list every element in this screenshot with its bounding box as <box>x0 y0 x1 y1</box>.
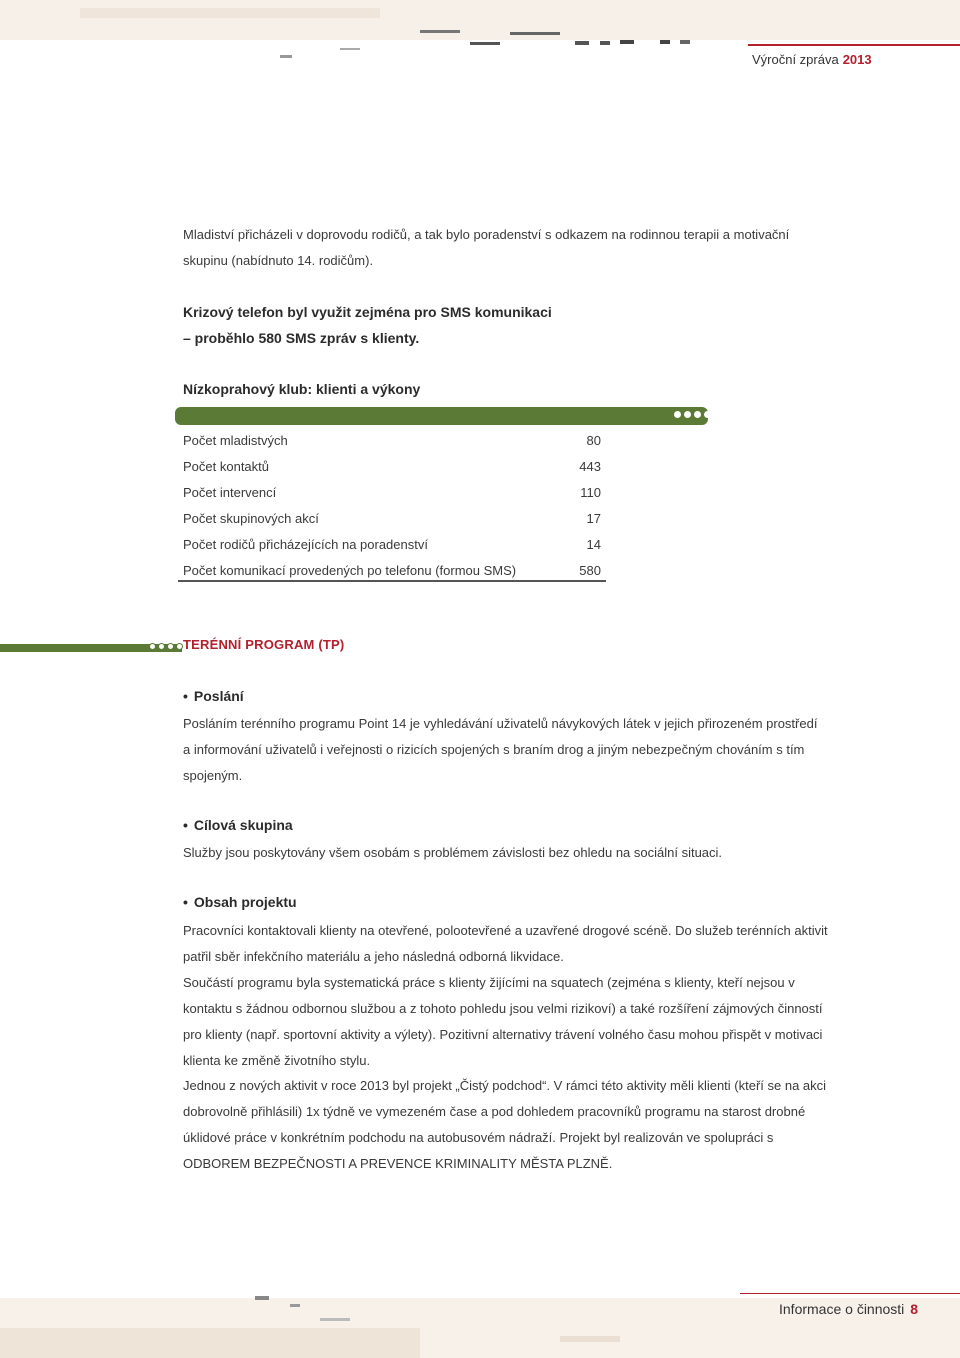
content-paragraph-2: Součástí programu byla systematická práce s klienty žijícími na squatech (zejména s klienty, kteří nejsou v kontaktu s žádnou odbornou službou a z tohoto pohledu jsou velmi rizikoví) a také rozšíření zájmových činností pro klienty (např. sportovní aktivity a výlety). Pozitivní alternativy trávení volného času mohou přispět v motivaci klienta ke změně životního stylu. <box>183 975 823 1068</box>
bullet-glyph: • <box>183 894 188 910</box>
highlight-line-2: – proběhlo 580 SMS zpráv s klienty. <box>183 330 420 346</box>
footer-label: Informace o činnosti <box>779 1301 905 1317</box>
table-row <box>183 506 601 532</box>
stats-table <box>183 428 601 584</box>
row-value: 14 <box>586 537 601 552</box>
table-row <box>183 480 601 506</box>
row-label: Počet intervencí <box>183 485 277 500</box>
target-heading <box>183 817 293 833</box>
target-text: Služby jsou poskytovány všem osobám s problémem závislosti bez ohledu na sociální situaci. <box>183 845 723 860</box>
table-header-bar <box>175 407 708 425</box>
mission-heading-text: Poslání <box>193 688 244 704</box>
table-bottom-rule <box>178 580 606 582</box>
bullet-glyph: • <box>183 688 188 704</box>
row-value: 443 <box>579 459 601 474</box>
footer <box>779 1301 918 1317</box>
header-title: Výroční zpráva <box>752 52 839 67</box>
section-dots-ornament <box>149 643 183 650</box>
decorative-grunge-bottom <box>0 1278 960 1358</box>
row-label: Počet kontaktů <box>183 459 269 474</box>
content-paragraph-3: Jednou z nových aktivit v roce 2013 byl projekt „Čistý podchod“. V rámci této aktivity měli klienti (kteří se na akci dobrovolně přihlásili) 1x týdně ve vymezeném čase a pod dohledem pracovníků programu na starost drobné úklidové práce v konkrétním podchodu na autobusovém nádraží. Projekt byl realizován ve spolupráci s ODBOREM BEZPEČNOSTI A PREVENCE KRIMINALITY MĚSTA PLZNĚ. <box>183 1078 827 1171</box>
row-value: 580 <box>579 563 601 578</box>
header-rule <box>748 44 960 46</box>
header-year: 2013 <box>842 52 872 67</box>
mission-text: Posláním terénního programu Point 14 je vyhledávání uživatelů návykových látek v jejich přirozeném prostředí a informování uživatelů i veřejnosti o rizicích spojených s braním drog a jiným nebezpečným chováním s tím spojeným. <box>183 716 818 783</box>
table-row <box>183 454 601 480</box>
footer-rule <box>740 1293 960 1294</box>
row-label: Počet mladistvých <box>183 433 288 448</box>
page-number: 8 <box>910 1301 918 1317</box>
row-value: 110 <box>580 485 601 500</box>
table-title: Nízkoprahový klub: klienti a výkony <box>183 381 421 397</box>
mission-heading <box>183 688 244 704</box>
target-heading-text: Cílová skupina <box>193 817 293 833</box>
section-title: TERÉNNÍ PROGRAM (TP) <box>183 637 345 652</box>
content-heading-text: Obsah projektu <box>193 894 297 910</box>
table-row <box>183 532 601 558</box>
table-row <box>183 428 601 454</box>
header <box>752 52 872 67</box>
highlight-box <box>183 299 823 351</box>
content-paragraph-1: Pracovníci kontaktovali klienty na otevřené, polootevřené a uzavřené drogové scéně. Do služeb terénních aktivit patřil sběr infekčního materiálu a jeho následná odborná likvidace. <box>183 923 828 964</box>
intro-paragraph: Mladiství přicházeli v doprovodu rodičů, a tak bylo poradenství s odkazem na rodinnou terapii a motivační skupinu (nabídnuto 14. rodičům). <box>183 227 790 268</box>
highlight-line-1: Krizový telefon byl využit zejména pro SMS komunikaci <box>183 304 552 320</box>
row-value: 17 <box>586 511 601 526</box>
row-label: Počet rodičů přicházejících na poradenství <box>183 537 428 552</box>
row-label: Počet komunikací provedených po telefonu (formou SMS) <box>183 563 517 578</box>
dots-ornament <box>674 411 711 418</box>
bullet-glyph: • <box>183 817 188 833</box>
content-heading <box>183 894 297 910</box>
row-label: Počet skupinových akcí <box>183 511 319 526</box>
row-value: 80 <box>586 433 601 448</box>
